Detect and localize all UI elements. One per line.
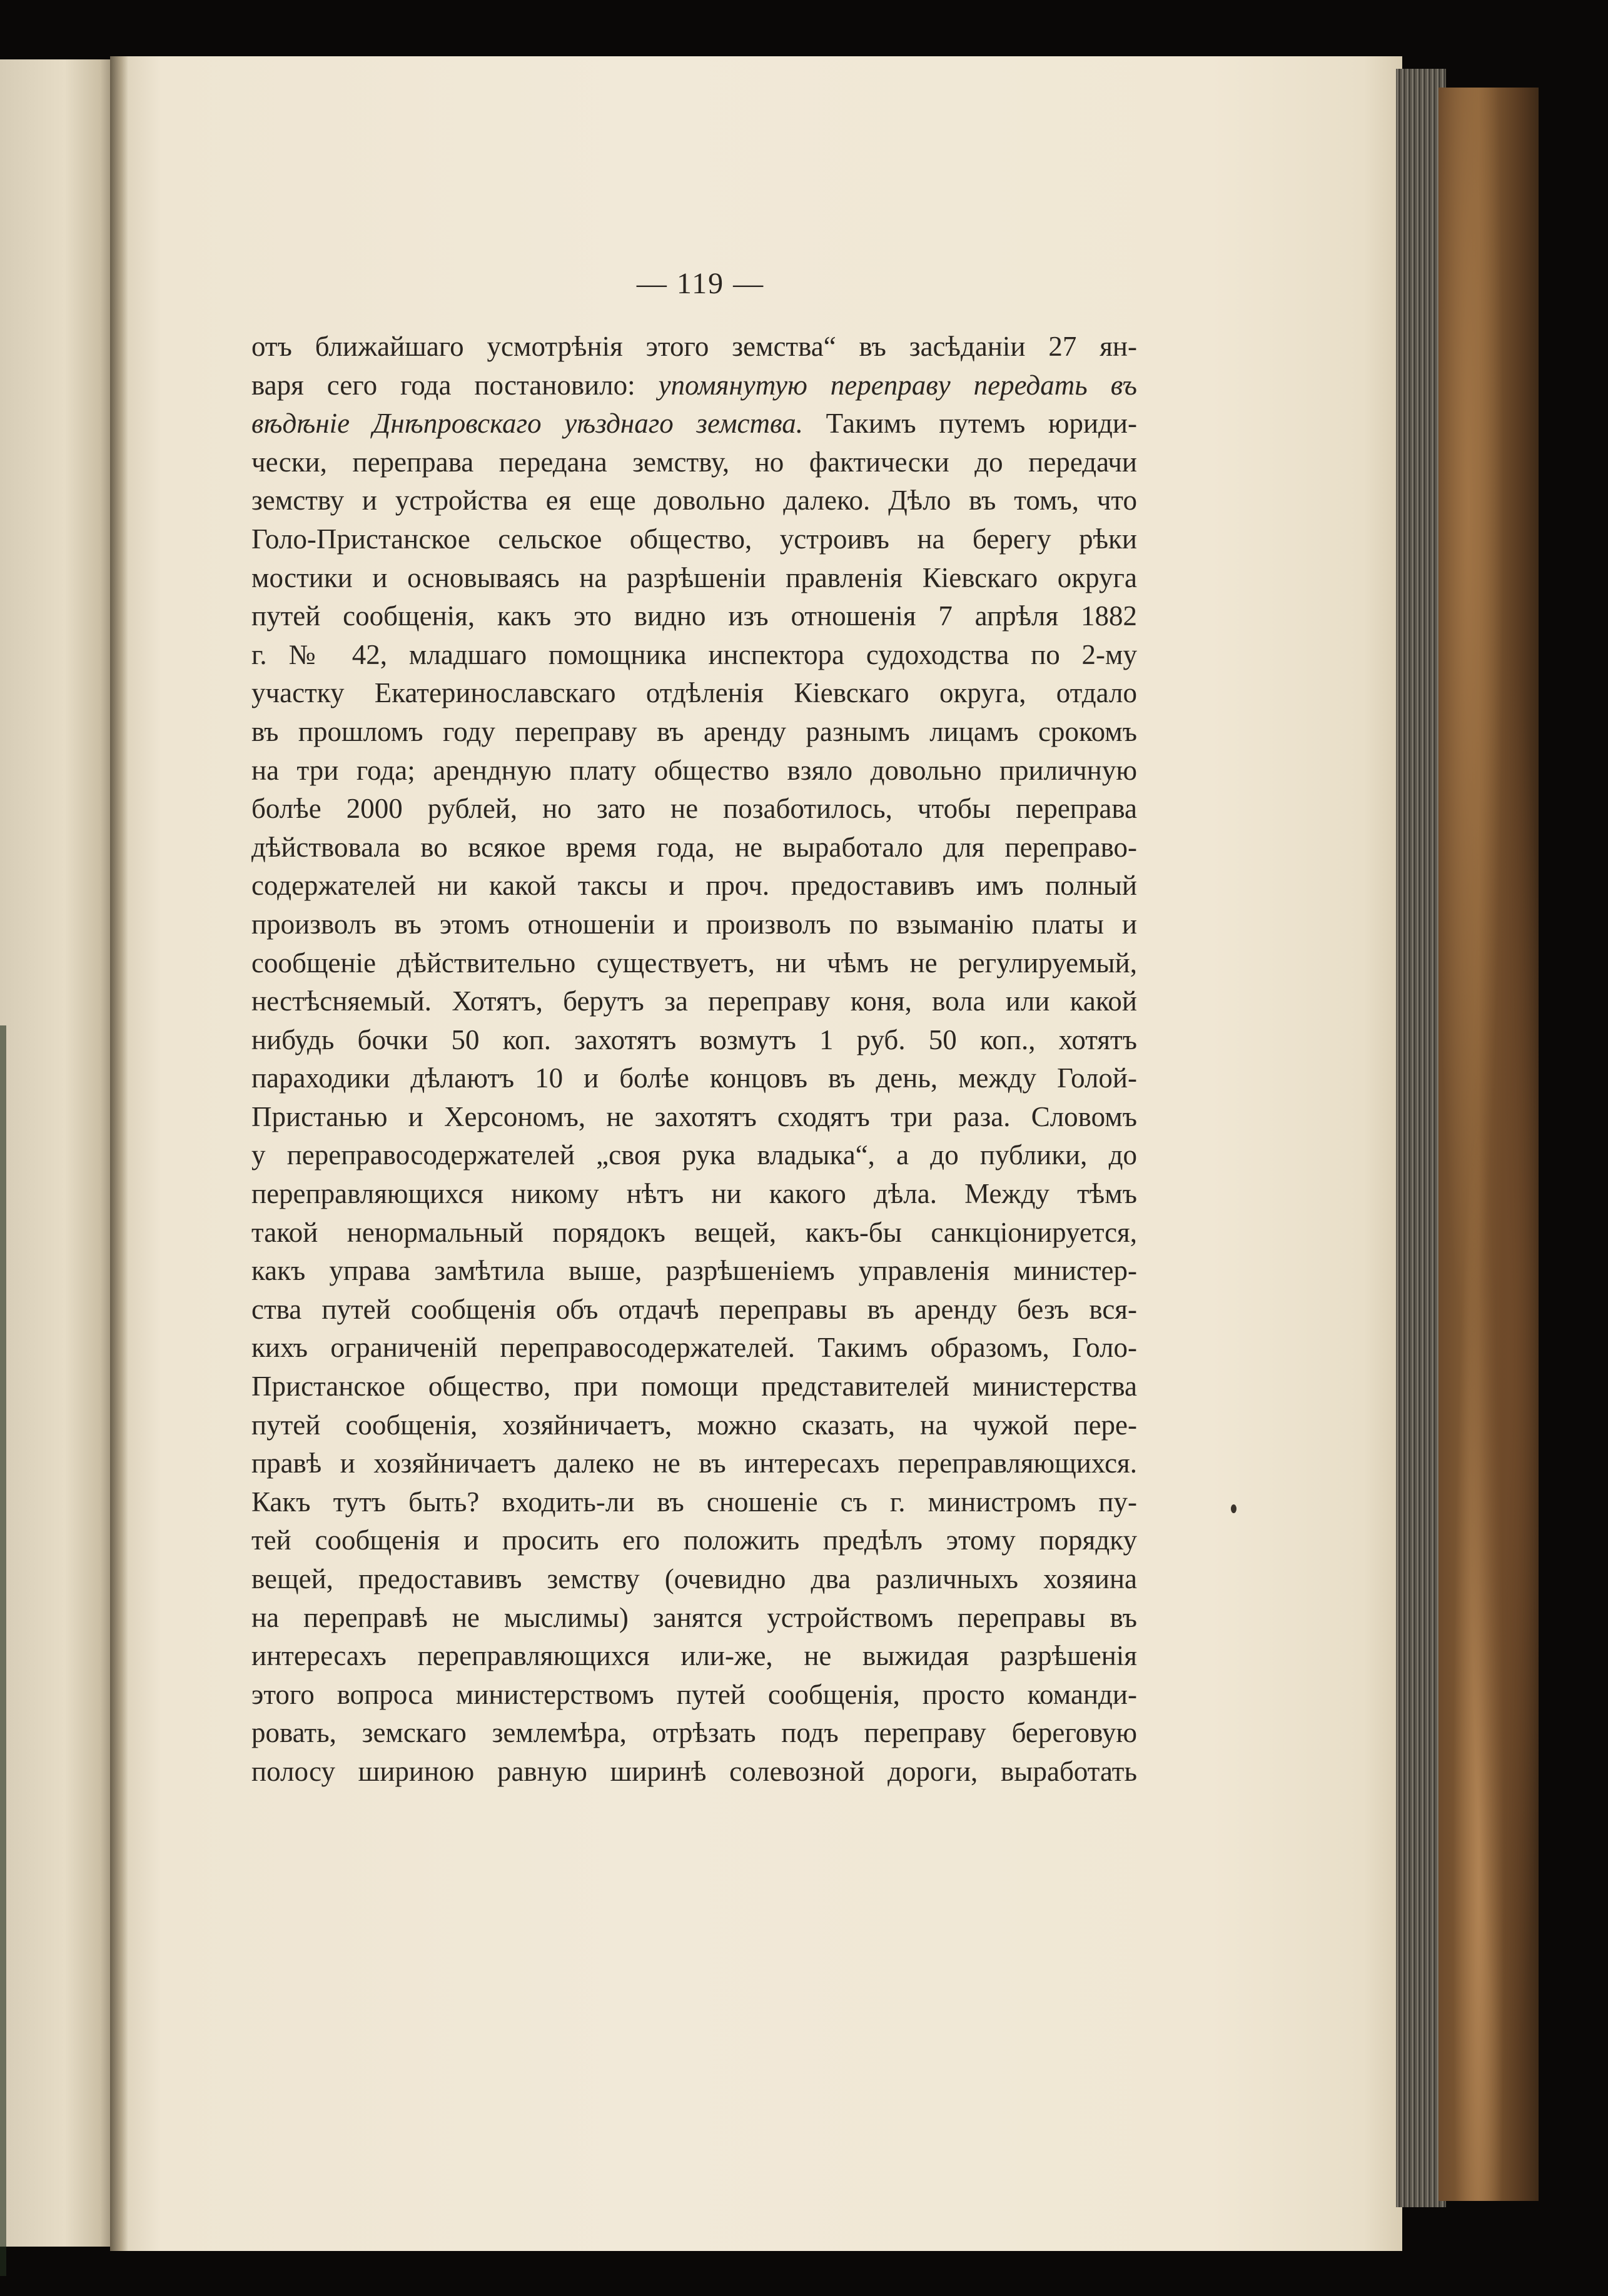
text-segment: участку Екатеринославскаго отдѣленія Кіевскаго округа, отдало: [251, 677, 1137, 709]
book-gutter: [110, 56, 129, 2251]
text-segment: ства путей сообщенія объ отдачѣ переправы въ аренду безъ вся-: [251, 1293, 1137, 1325]
text-line: [251, 1021, 1137, 1060]
text-line: [251, 481, 1137, 520]
text-line: [251, 1560, 1137, 1599]
text-line: [251, 790, 1137, 828]
text-line: [251, 1098, 1137, 1137]
text-segment: путей сообщенія, хозяйничаетъ, можно сказать, на чужой пере-: [251, 1409, 1137, 1441]
text-line: [251, 636, 1137, 675]
page-number: — 119 —: [636, 267, 765, 300]
text-segment: параходики дѣлаютъ 10 и болѣе концовъ въ день, между Голой-: [251, 1062, 1137, 1094]
text-line: [251, 1059, 1137, 1098]
text-segment: какъ управа замѣтила выше, разрѣшеніемъ управленія министер-: [251, 1255, 1137, 1287]
text-segment: Такимъ путемъ юриди-: [803, 408, 1137, 440]
text-line: [251, 366, 1137, 405]
text-segment: отъ ближайшаго усмотрѣнія этого земства“ въ засѣданіи 27 ян-: [251, 331, 1137, 362]
text-segment: Голо-Пристанское сельское общество, устроивъ на берегу рѣки: [251, 523, 1137, 555]
italic-text-segment: упомянутую переправу передать въ: [658, 369, 1137, 401]
text-line: [251, 905, 1137, 944]
text-segment: земству и устройства ея еще довольно далеко. Дѣло въ томъ, что: [251, 485, 1137, 516]
text-line: [251, 443, 1137, 482]
text-segment: переправляющихся никому нѣтъ ни какого дѣла. Между тѣмъ: [251, 1178, 1137, 1210]
text-line: [251, 597, 1137, 636]
text-segment: болѣе 2000 рублей, но зато не позаботилось, чтобы переправа: [251, 793, 1137, 825]
text-segment: въ прошломъ году переправу въ аренду разнымъ лицамъ срокомъ: [251, 715, 1137, 747]
text-segment: кихъ ограниченій переправосодержателей. Такимъ образомъ, Голо-: [251, 1332, 1137, 1364]
text-segment: дѣйствовала во всякое время года, не выработало для переправо-: [251, 831, 1137, 863]
body-text: [251, 328, 1137, 1791]
text-segment: нестѣсняемый. Хотятъ, берутъ за переправу коня, вола или какой: [251, 985, 1137, 1017]
text-segment: такой ненормальный порядокъ вещей, какъ-бы санкціонируется,: [251, 1216, 1137, 1248]
text-line: [251, 674, 1137, 713]
text-line: [251, 1252, 1137, 1291]
text-line: [251, 944, 1137, 983]
text-line: [251, 559, 1137, 598]
text-line: [251, 828, 1137, 867]
text-segment: тей сообщенія и просить его положить предѣлъ этому порядку: [251, 1524, 1137, 1556]
text-segment: полосу шириною равную ширинѣ солевозной дороги, выработать: [251, 1755, 1137, 1787]
text-segment: чески, переправа передана земству, но фактически до передачи: [251, 446, 1137, 478]
text-segment: на переправѣ не мыслимы) занятся устройствомъ переправы въ: [251, 1601, 1137, 1633]
text-line: [251, 1676, 1137, 1714]
text-segment: правѣ и хозяйничаетъ далеко не въ интересахъ переправляющихся.: [251, 1448, 1137, 1479]
left-page: [0, 59, 118, 2247]
text-segment: интересахъ переправляющихся или-же, не выжидая разрѣшенія: [251, 1640, 1137, 1672]
text-line: [251, 1599, 1137, 1638]
text-line: [251, 1714, 1137, 1753]
text-segment: путей сообщенія, какъ это видно изъ отношенія 7 апрѣля 1882: [251, 600, 1137, 632]
text-segment: варя сего года постановило:: [251, 369, 659, 401]
text-segment: на три года; арендную плату общество взяло довольно приличную: [251, 754, 1137, 786]
ink-speck: [1231, 1504, 1236, 1513]
text-line: [251, 1329, 1137, 1367]
text-segment: произволъ въ этомъ отношеніи и произволъ по взыманію платы и: [251, 908, 1137, 940]
text-line: [251, 752, 1137, 790]
text-segment: вещей, предоставивъ земству (очевидно два различныхъ хозяина: [251, 1563, 1137, 1594]
text-segment: содержателей ни какой таксы и проч. предоставивъ имъ полный: [251, 870, 1137, 902]
text-segment: этого вопроса министерствомъ путей сообщенія, просто команди-: [251, 1678, 1137, 1710]
italic-text-segment: вѣдѣніе Днѣпровскаго уѣзднаго земства.: [251, 408, 803, 440]
text-line: [251, 1521, 1137, 1560]
text-line: [251, 405, 1137, 443]
text-line: [251, 1214, 1137, 1252]
text-segment: у переправосодержателей „своя рука владыка“, а до публики, до: [251, 1139, 1137, 1171]
text-line: [251, 1136, 1137, 1175]
text-line: [251, 713, 1137, 752]
text-segment: Какъ тутъ быть? входить-ли въ сношеніе съ г. министромъ пу-: [251, 1486, 1137, 1518]
text-segment: сообщеніе дѣйствительно существуетъ, ни чѣмъ не регулируемый,: [251, 947, 1137, 979]
text-line: [251, 1406, 1137, 1445]
text-segment: Пристанью и Херсономъ, не захотятъ сходятъ три раза. Словомъ: [251, 1100, 1137, 1132]
text-line: [251, 1483, 1137, 1522]
marbled-cover: [1439, 88, 1539, 2201]
text-line: [251, 1444, 1137, 1483]
text-line: [251, 520, 1137, 559]
text-line: [251, 1291, 1137, 1329]
text-segment: нибудь бочки 50 коп. захотятъ возмутъ 1 руб. 50 коп., хотятъ: [251, 1024, 1137, 1055]
text-line: [251, 867, 1137, 905]
left-page-edge: [0, 1025, 6, 2276]
text-segment: г. № 42, младшаго помощника инспектора судоходства по 2-му: [251, 638, 1137, 670]
text-line: [251, 1637, 1137, 1676]
text-line: [251, 1367, 1137, 1406]
text-segment: мостики и основываясь на разрѣшеніи правленія Кіевскаго округа: [251, 561, 1137, 593]
text-segment: Пристанское общество, при помощи представителей министерства: [251, 1371, 1137, 1402]
text-line: [251, 328, 1137, 366]
text-line: [251, 1753, 1137, 1791]
text-line: [251, 1175, 1137, 1214]
text-line: [251, 982, 1137, 1021]
text-segment: ровать, земскаго землемѣра, отрѣзать подъ переправу береговую: [251, 1717, 1137, 1749]
